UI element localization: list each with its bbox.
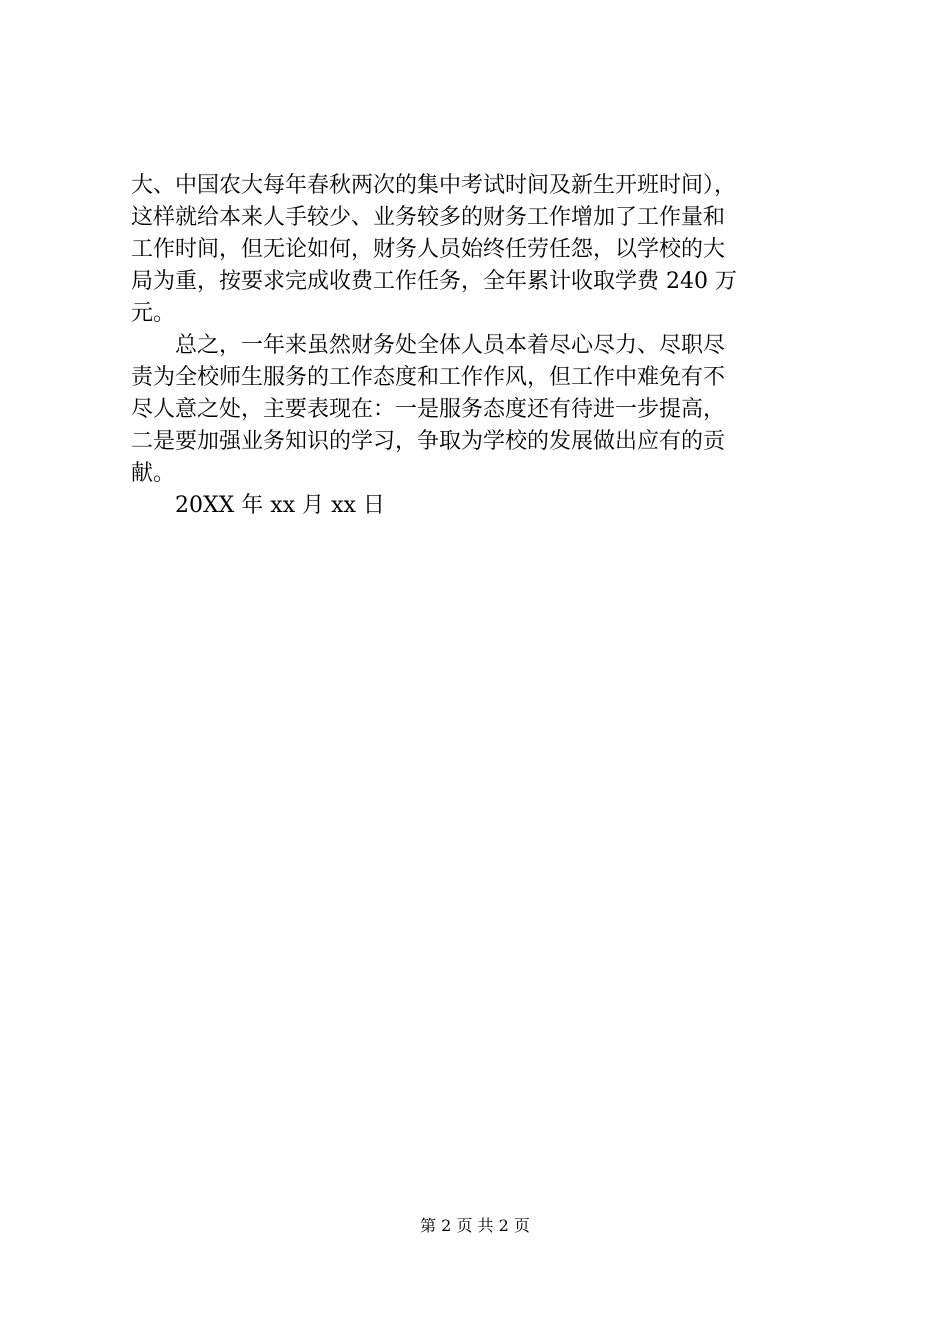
text-line: 局为重，按要求完成收费工作任务，全年累计收取学费 240 万 [131, 269, 737, 294]
page-footer: 第 2 页 共 2 页 [420, 1216, 530, 1235]
text-line: 二是要加强业务知识的学习，争取为学校的发展做出应有的贡 [131, 429, 726, 454]
text-line: 尽人意之处，主要表现在：一是服务态度还有待进一步提高， [131, 397, 726, 422]
paragraph-start-line: 总之，一年来虽然财务处全体人员本着尽心尽力、尽职尽 [175, 333, 726, 358]
text-line: 献。 [131, 461, 176, 486]
text-line: 责为全校师生服务的工作态度和工作作风，但工作中难免有不 [131, 365, 726, 390]
text-line: 工作时间，但无论如何，财务人员始终任劳任怨，以学校的大 [131, 237, 726, 262]
text-line: 元。 [131, 301, 176, 326]
document-date: 20XX 年 xx 月 xx 日 [175, 493, 385, 518]
text-line: 这样就给本来人手较少、业务较多的财务工作增加了工作量和 [131, 205, 726, 230]
document-body [131, 170, 831, 522]
text-line: 大、中国农大每年春秋两次的集中考试时间及新生开班时间）， [131, 173, 737, 198]
